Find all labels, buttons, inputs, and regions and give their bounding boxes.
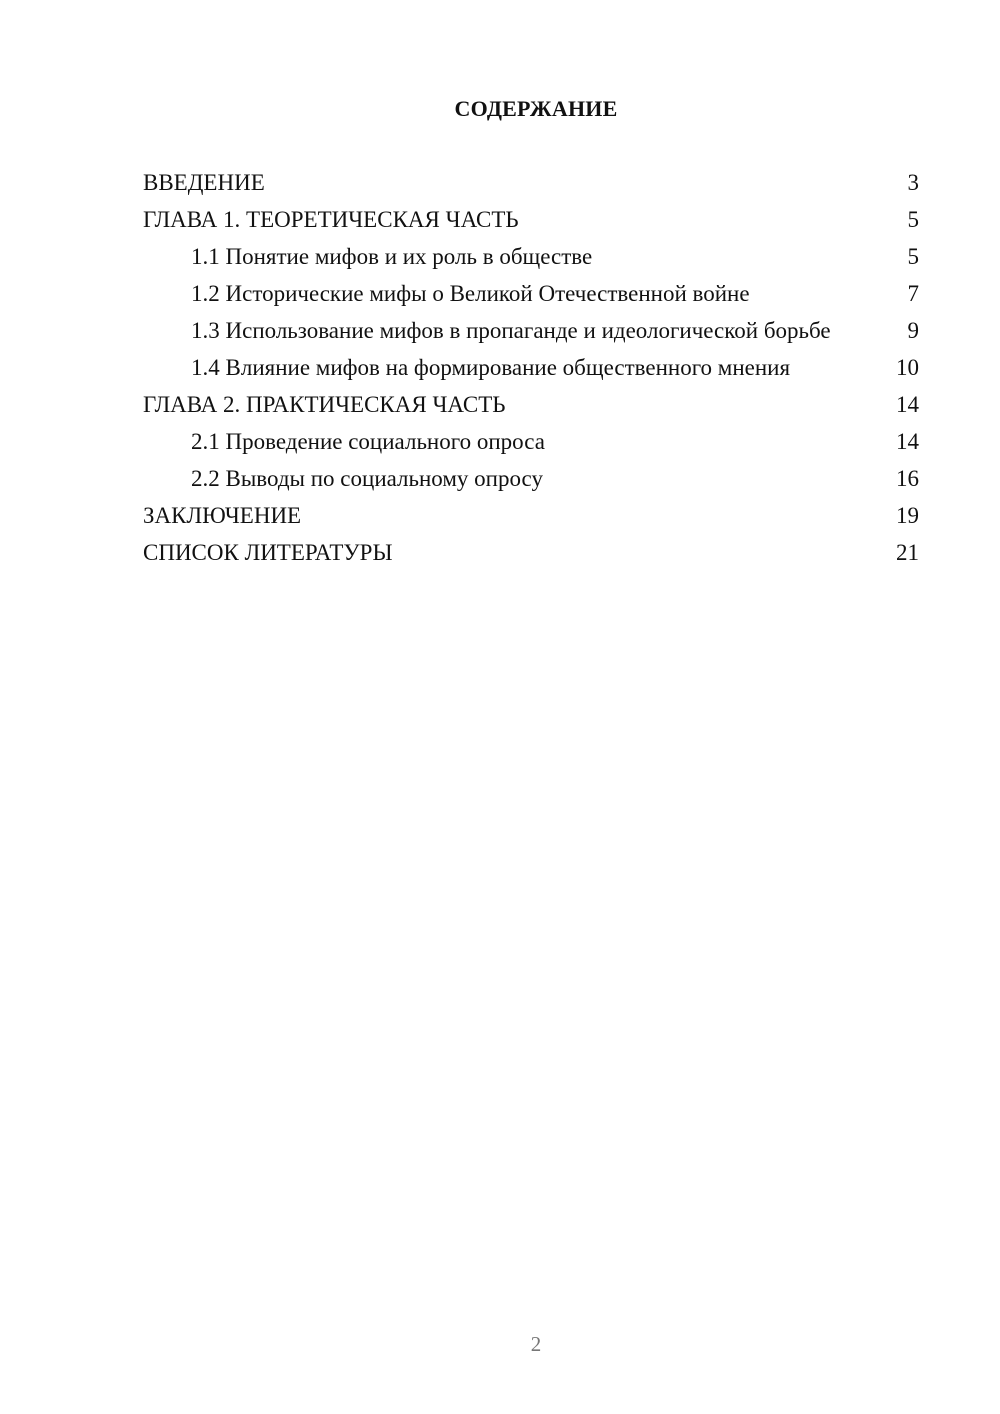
toc-entry-section-1-3 <box>143 317 919 344</box>
toc-entry-references <box>143 539 919 566</box>
toc-entry-text: 2.1 Проведение социального опроса <box>191 429 545 454</box>
table-of-contents <box>143 169 919 576</box>
toc-entry-text: 1.1 Понятие мифов и их роль в обществе <box>191 244 593 269</box>
toc-entry-page: 14 <box>896 392 919 417</box>
toc-entry-section-2-1 <box>143 428 919 455</box>
toc-entry-section-1-4 <box>143 354 919 381</box>
toc-entry-section-1-2 <box>143 280 919 307</box>
toc-entry-text: ГЛАВА 2. ПРАКТИЧЕСКАЯ ЧАСТЬ <box>143 392 506 417</box>
toc-entry-page: 19 <box>896 503 919 528</box>
toc-entry-page: 10 <box>896 355 919 380</box>
page-number: 2 <box>530 1332 542 1356</box>
toc-entry-page: 14 <box>896 429 919 454</box>
toc-entry-chapter-2 <box>143 391 919 418</box>
toc-title: СОДЕРЖАНИЕ <box>454 96 618 121</box>
toc-entry-text: ЗАКЛЮЧЕНИЕ <box>143 503 302 528</box>
toc-entry-page: 21 <box>896 540 919 565</box>
toc-entry-text: 1.2 Исторические мифы о Великой Отечественной войне <box>191 281 750 306</box>
toc-entry-introduction <box>143 169 919 196</box>
toc-entry-page: 5 <box>907 207 919 232</box>
toc-entry-chapter-1 <box>143 206 919 233</box>
toc-entry-text: ВВЕДЕНИЕ <box>143 170 265 195</box>
toc-entry-page: 9 <box>907 318 919 343</box>
toc-entry-page: 7 <box>907 281 919 306</box>
toc-entry-text: СПИСОК ЛИТЕРАТУРЫ <box>143 540 393 565</box>
toc-entry-page: 5 <box>907 244 919 269</box>
toc-entry-section-1-1 <box>143 243 919 270</box>
toc-entry-text: 1.4 Влияние мифов на формирование общественного мнения <box>191 355 791 380</box>
toc-entry-text: 1.3 Использование мифов в пропаганде и идеологической борьбе <box>191 318 831 343</box>
toc-entry-text: 2.2 Выводы по социальному опросу <box>191 466 543 491</box>
toc-entry-page: 3 <box>907 170 919 195</box>
toc-entry-conclusion <box>143 502 919 529</box>
toc-entry-page: 16 <box>896 466 919 491</box>
toc-entry-text: ГЛАВА 1. ТЕОРЕТИЧЕСКАЯ ЧАСТЬ <box>143 207 519 232</box>
toc-entry-section-2-2 <box>143 465 919 492</box>
